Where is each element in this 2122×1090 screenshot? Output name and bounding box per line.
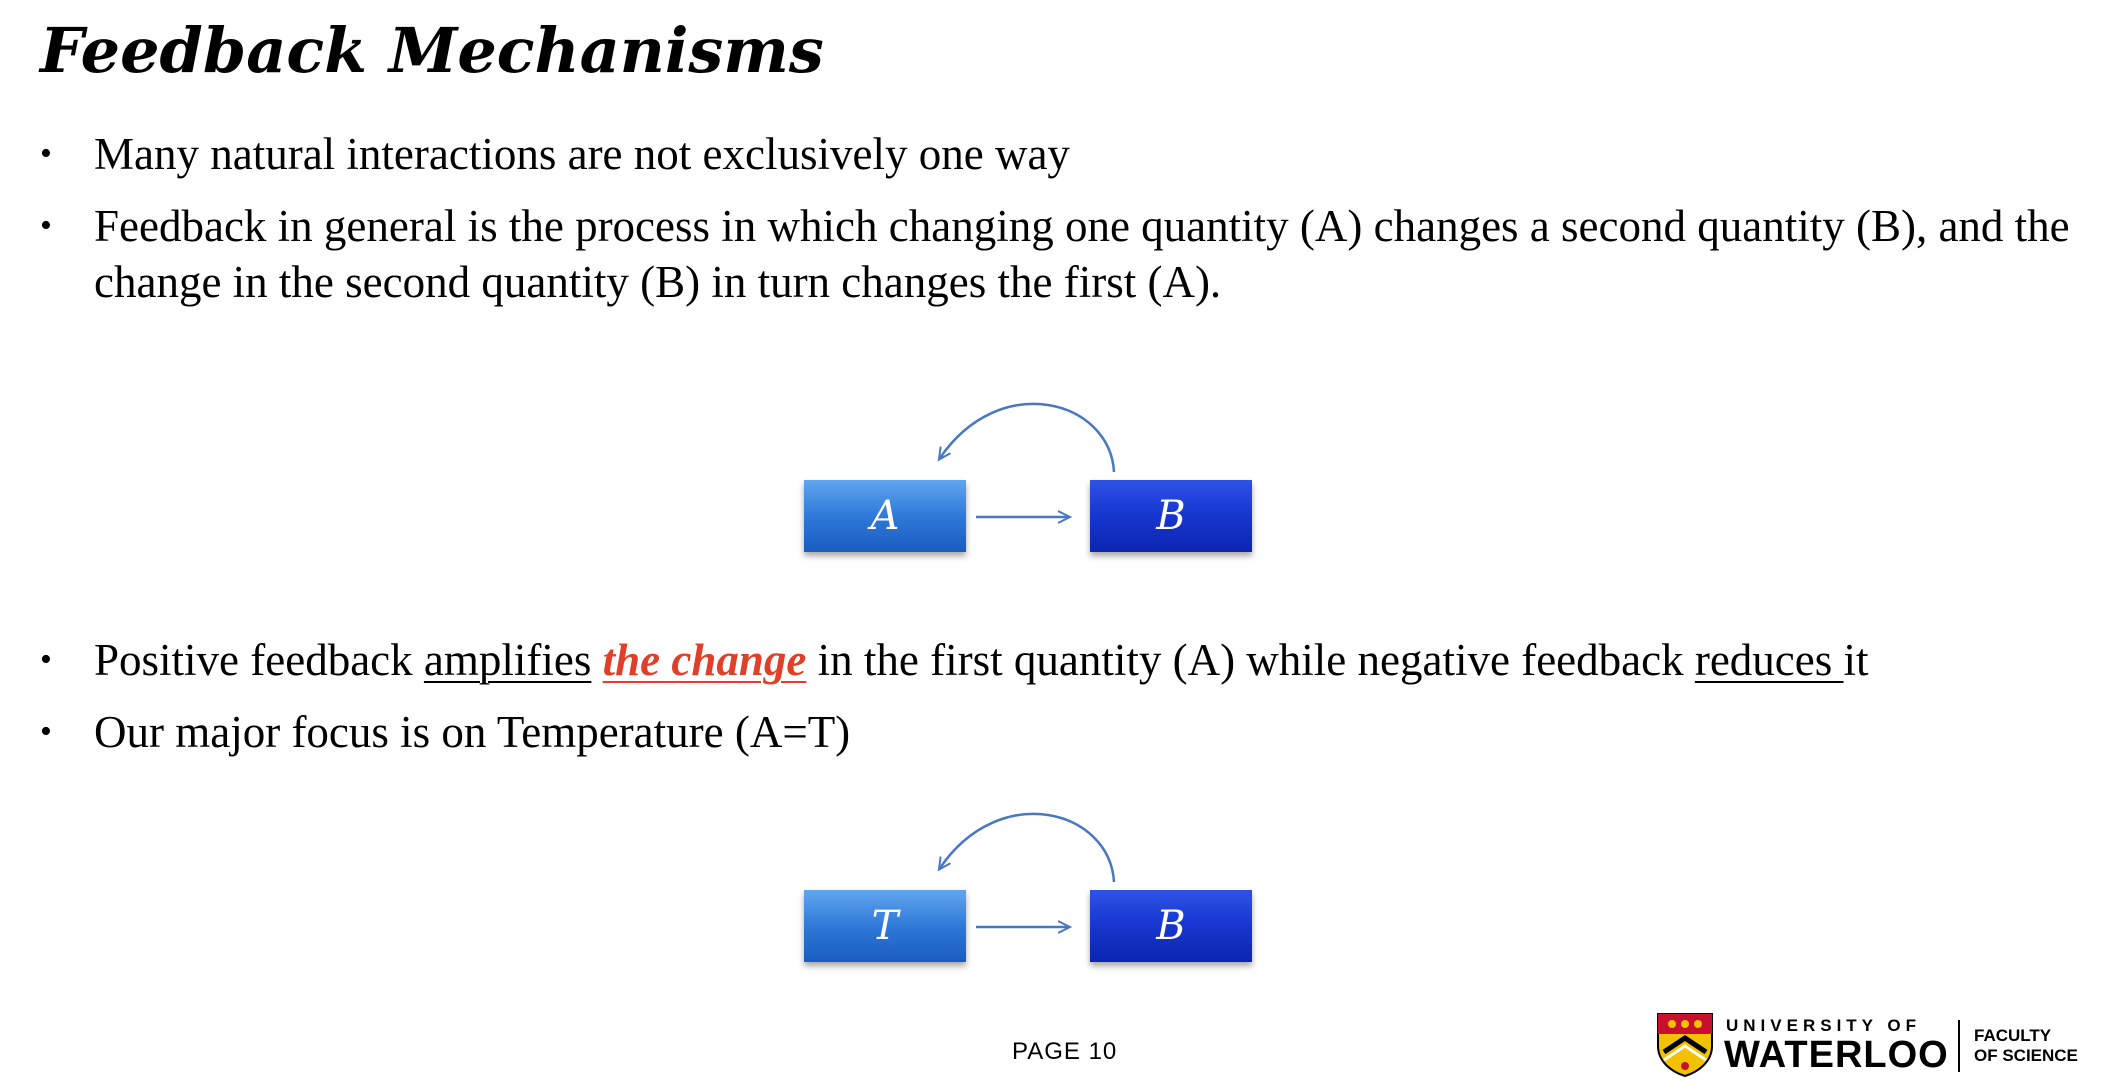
feedback-diagram-ab: [800, 380, 1280, 560]
crest-icon: [1656, 1012, 1714, 1078]
slide-title: Feedback Mechanisms: [40, 14, 824, 87]
bullet-dot-icon: •: [40, 135, 52, 172]
bullet-text: Feedback in general is the process in which changing one quantity (A) changes a second quantity (B), and the change in the second quantity (B) in turn changes the first (A).: [94, 201, 2070, 307]
bullet-dot-icon: •: [40, 207, 52, 244]
university-logo: [1656, 1012, 2106, 1080]
bullet-text-positive-1: Positive feedback: [94, 635, 424, 685]
amplifies-word: amplifies: [423, 635, 592, 685]
quantity-b-box: B: [1090, 890, 1252, 962]
the-change-emphasis: the change: [602, 635, 807, 685]
page-number: PAGE 10: [1012, 1038, 1118, 1065]
bullet-item: [40, 198, 2100, 310]
bullet-item: [40, 126, 2100, 182]
logo-divider: [1958, 1020, 1960, 1072]
feedback-curve-arrow: [940, 404, 1114, 472]
bullet-text-positive-3: it: [1843, 635, 1869, 685]
logo-faculty-text: [1974, 1026, 2078, 1066]
reduces-word: reduces: [1694, 635, 1844, 685]
bullet-text: Many natural interactions are not exclusively one way: [94, 129, 1070, 179]
bullet-dot-icon: •: [40, 713, 52, 750]
bullet-dot-icon: •: [40, 641, 52, 678]
bullet-item: [40, 632, 2100, 688]
logo-faculty-line2: OF SCIENCE: [1974, 1046, 2078, 1065]
bullet-list-bottom: [40, 632, 2100, 776]
logo-faculty-line1: FACULTY: [1974, 1026, 2052, 1045]
quantity-b-box: B: [1090, 480, 1252, 552]
feedback-diagram-tb: [800, 790, 1280, 970]
bullet-text-space: [591, 635, 602, 685]
logo-waterloo-text: WATERLOO: [1724, 1034, 1949, 1076]
logo-university-text: UNIVERSITY OF: [1726, 1016, 1922, 1035]
bullet-text-positive-2: in the first quantity (A) while negative feedback: [806, 635, 1695, 685]
bullet-text: Our major focus is on Temperature (A=T): [94, 707, 851, 757]
quantity-a-box: A: [804, 480, 966, 552]
temperature-box: T: [804, 890, 966, 962]
bullet-list-top: [40, 126, 2100, 326]
bullet-item: [40, 704, 2100, 760]
feedback-curve-arrow: [940, 814, 1114, 882]
